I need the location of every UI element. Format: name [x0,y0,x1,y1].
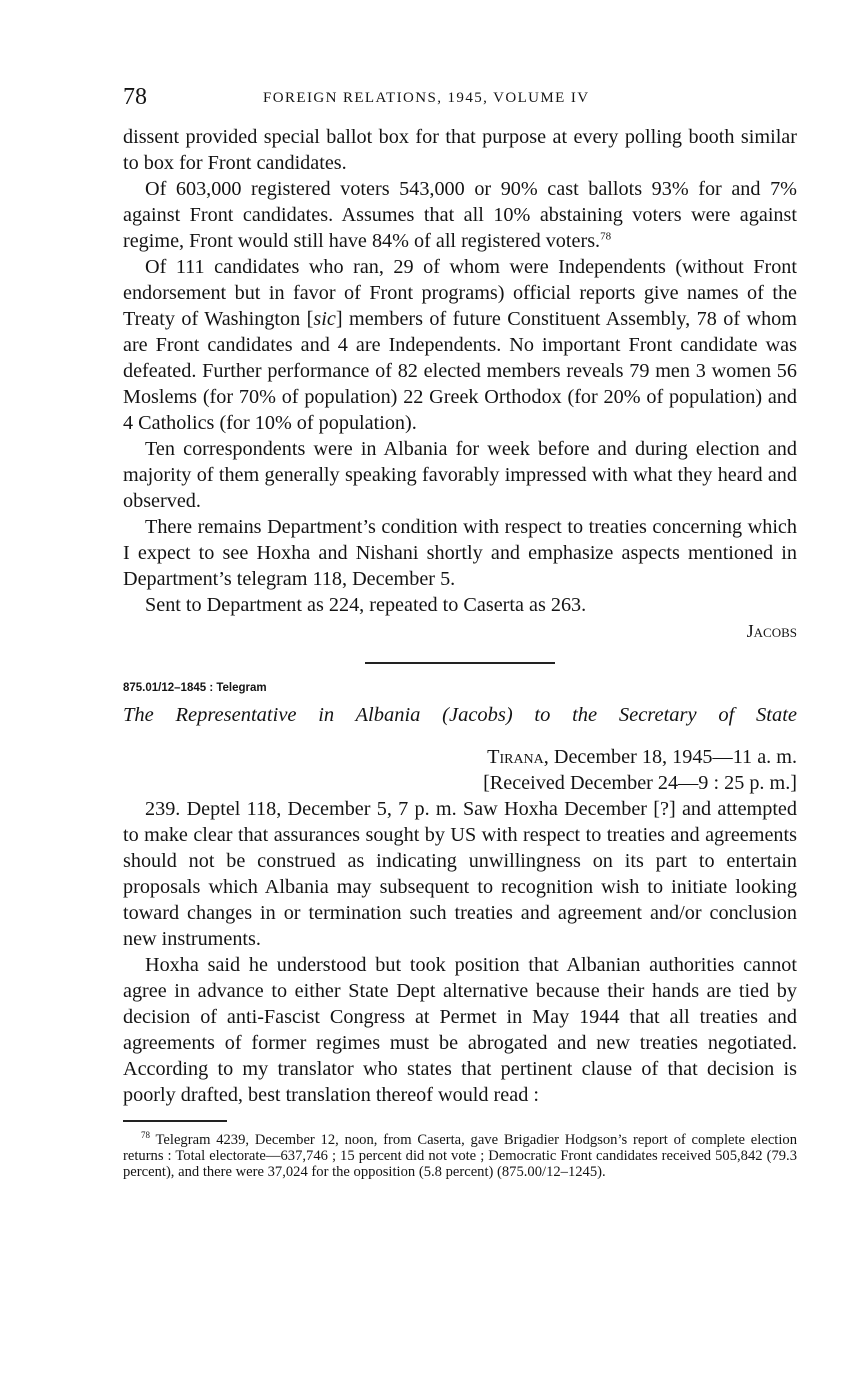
footnote-text: Telegram 4239, December 12, noon, from Caserta, gave Brigadier Hodgson’s report of complete election returns : Total electorate—637,746 ; 15 percent did not vote ; Democratic Front candidates received 505,842 (79.3 percent), and there were 37,024 for the opposition (5.8 percent) (875.00/12–1245). [123,1131,797,1180]
paragraph-1: dissent provided special ballot box for that purpose at every polling booth similar to box for Front candidates. [123,126,797,174]
file-reference: 875.01/12–1845 : Telegram [123,681,267,694]
dateline-place: Tirana [487,745,544,768]
signature: Jacobs [746,621,797,641]
running-head: FOREIGN RELATIONS, 1945, VOLUME IV [263,90,590,106]
footnote [123,1129,797,1180]
paragraph-3-text-a: Of 111 candidates who ran, 29 of whom were Independents (without Front endorsement but in favor of Front programs) official reports give names of the Treaty of Washington [ [123,256,797,330]
paragraph-2 [123,176,797,254]
footnote-reference: 78 [600,230,612,243]
paragraph-2-text: Of 603,000 registered voters 543,000 or 90% cast ballots 93% for and 7% against Front candidates. Assumes that all 10% abstaining voters were against regime, Front would still have 84% of all registered voters. [123,178,797,252]
paragraph-8: Hoxha said he understood but took position that Albanian authorities cannot agree in advance to either State Dept alternative because their hands are tied by decision of anti-Fascist Congress at Permet in May 1944 that all treaties and agreements of former regimes must be abrogated and new treaties negotiated. According to my translator who states that pertinent clause of that decision is poorly drafted, best translation thereof would read : [123,953,797,1106]
page-body [123,124,797,1180]
page-number: 78 [123,84,147,110]
paragraph-6: Sent to Department as 224, repeated to Caserta as 263. [145,594,587,616]
footnote-divider [123,1120,227,1122]
paragraph-7: 239. Deptel 118, December 5, 7 p. m. Saw Hoxha December [?] and attempted to make clear that assurances sought by US with respect to treaties and agreements should not be construed as indicating unwillingness on its part to entertain proposals which Albania may subsequent to recognition wish to initiate looking toward changes in or termination such treaties and agreement and/or conclusion new instruments. [123,797,797,950]
sic-italic: sic [313,308,336,330]
footnote-mark: 78 [141,1129,150,1140]
dateline-received: [Received December 24—9 : 25 p. m.] [483,771,797,794]
dateline [123,744,797,796]
paragraph-3-text-b: ] members of future Constituent Assembly, 78 of whom are Front candidates and 4 are Independents. No important Front candidate was defeated. Further performance of 82 elected members reveals 79 men 3 women 56 Moslems (for 70% of population) 22 Greek Orthodox (for 20% of population) and 4 Catholics (for 10% of population). [123,308,797,434]
dateline-sent [123,744,797,770]
paragraph-4: Ten correspondents were in Albania for week before and during election and majority of them generally speaking favorably impressed with what they heard and observed. [123,438,797,512]
paragraph-5: There remains Department’s condition with respect to treaties concerning which I expect to see Hoxha and Nishani shortly and emphasize aspects mentioned in Department’s telegram 118, December 5. [123,516,797,590]
dateline-date: , December 18, 1945—11 a. m. [543,745,797,768]
page-header [123,82,797,112]
paragraph-3 [123,254,797,436]
section-divider [365,662,555,664]
document-title: The Representative in Albania (Jacobs) to the Secretary of State [123,703,797,726]
